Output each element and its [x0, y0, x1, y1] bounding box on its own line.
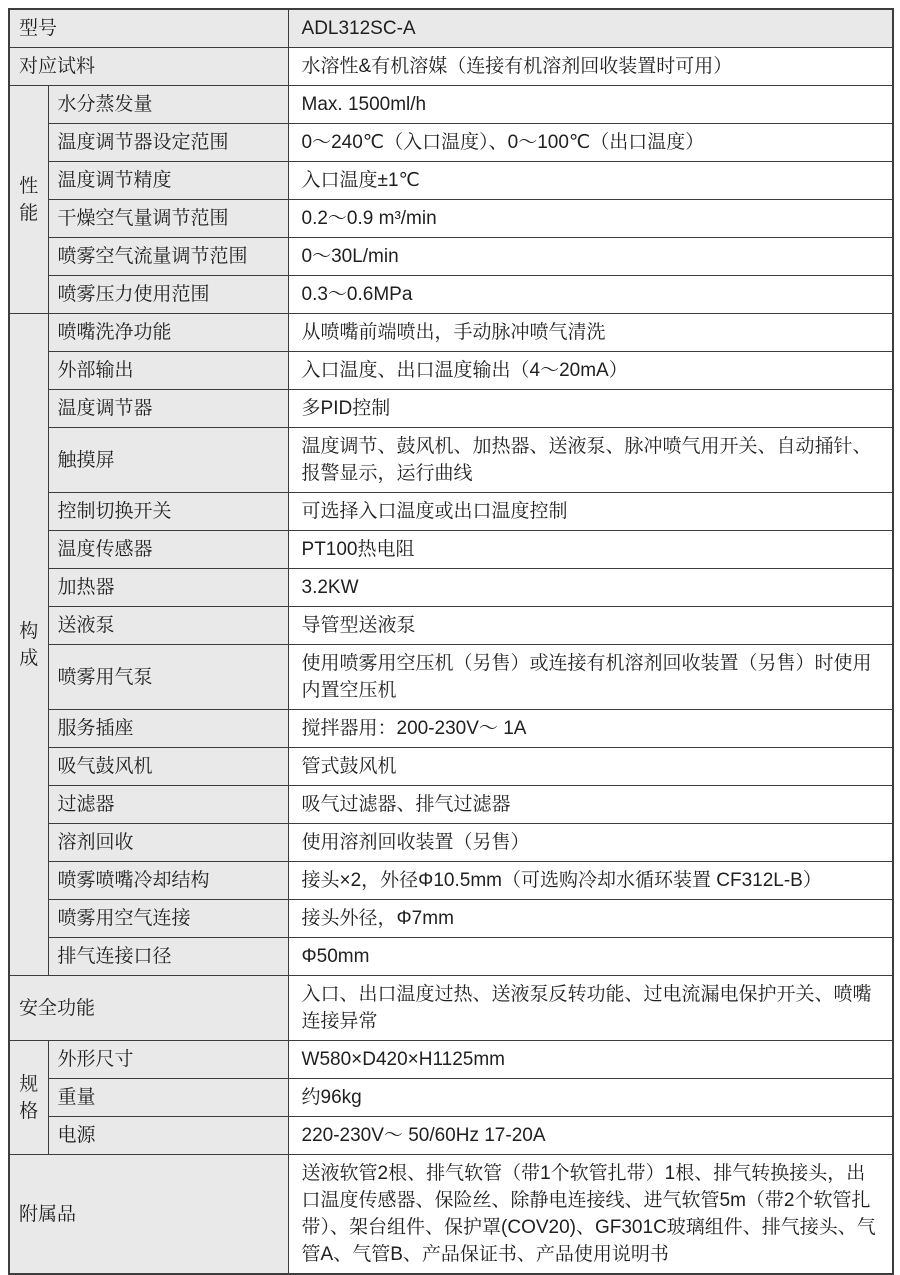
row-label: 加热器 — [48, 569, 288, 607]
row-value: ADL312SC-A — [288, 9, 893, 48]
row-value: Max. 1500ml/h — [288, 86, 893, 124]
table-row — [9, 276, 893, 314]
group-label-char: 规 — [19, 1073, 39, 1095]
group-label-char: 性 — [19, 175, 39, 197]
row-value: 使用溶剂回收装置（另售） — [288, 824, 893, 862]
row-value: 多PID控制 — [288, 390, 893, 428]
row-value: 0.3～0.6MPa — [288, 276, 893, 314]
row-label: 喷雾用空气连接 — [48, 900, 288, 938]
row-value: 使用喷雾用空压机（另售）或连接有机溶剂回收装置（另售）时使用内置空压机 — [288, 645, 893, 710]
row-label: 温度调节器 — [48, 390, 288, 428]
group-label-char: 构 — [19, 620, 39, 642]
row-label: 排气连接口径 — [48, 938, 288, 976]
table-row — [9, 645, 893, 710]
row-value: 入口、出口温度过热、送液泵反转功能、过电流漏电保护开关、喷嘴连接异常 — [288, 976, 893, 1041]
row-label: 喷雾用气泵 — [48, 645, 288, 710]
table-row — [9, 238, 893, 276]
table-row — [9, 786, 893, 824]
row-label: 附属品 — [9, 1155, 288, 1275]
group-label — [9, 1041, 48, 1155]
row-value: 导管型送液泵 — [288, 607, 893, 645]
row-value: 吸气过滤器、排气过滤器 — [288, 786, 893, 824]
row-value: 从喷嘴前端喷出，手动脉冲喷气清洗 — [288, 314, 893, 352]
row-value: 水溶性&有机溶媒（连接有机溶剂回收装置时可用） — [288, 48, 893, 86]
row-label: 溶剂回收 — [48, 824, 288, 862]
group-label — [9, 314, 48, 976]
row-label: 温度调节精度 — [48, 162, 288, 200]
row-value: 入口温度±1℃ — [288, 162, 893, 200]
row-label: 触摸屏 — [48, 428, 288, 493]
table-row — [9, 1041, 893, 1079]
table-row — [9, 748, 893, 786]
row-value: 接头×2，外径Φ10.5mm（可选购冷却水循环装置 CF312L-B） — [288, 862, 893, 900]
row-value: PT100热电阻 — [288, 531, 893, 569]
row-label: 喷雾空气流量调节范围 — [48, 238, 288, 276]
spec-table — [8, 8, 894, 1275]
table-row — [9, 976, 893, 1041]
row-value: 送液软管2根、排气软管（带1个软管扎带）1根、排气转换接头，出口温度传感器、保险丝、除静电连接线、进气软管5m（带2个软管扎带）、架台组件、保护罩(COV20)、GF301C玻璃组件、排气接头、气管A、气管B、产品保证书、产品使用说明书 — [288, 1155, 893, 1275]
table-row — [9, 9, 893, 48]
table-row — [9, 493, 893, 531]
table-row — [9, 569, 893, 607]
group-label — [9, 86, 48, 314]
table-row — [9, 86, 893, 124]
row-value: 接头外径，Φ7mm — [288, 900, 893, 938]
row-label: 喷雾喷嘴冷却结构 — [48, 862, 288, 900]
row-label: 送液泵 — [48, 607, 288, 645]
row-value: 温度调节、鼓风机、加热器、送液泵、脉冲喷气用开关、自动捅针、报警显示，运行曲线 — [288, 428, 893, 493]
row-label: 重量 — [48, 1079, 288, 1117]
row-label: 干燥空气量调节范围 — [48, 200, 288, 238]
table-row — [9, 200, 893, 238]
table-row — [9, 48, 893, 86]
table-row — [9, 900, 893, 938]
row-value: 3.2KW — [288, 569, 893, 607]
table-row — [9, 710, 893, 748]
row-label: 安全功能 — [9, 976, 288, 1041]
row-label: 外部输出 — [48, 352, 288, 390]
row-label: 过滤器 — [48, 786, 288, 824]
row-value: W580×D420×H1125mm — [288, 1041, 893, 1079]
row-label: 对应试料 — [9, 48, 288, 86]
table-row — [9, 824, 893, 862]
row-value: 入口温度、出口温度输出（4～20mA） — [288, 352, 893, 390]
table-row — [9, 607, 893, 645]
table-row — [9, 1155, 893, 1275]
row-label: 服务插座 — [48, 710, 288, 748]
row-label: 型号 — [9, 9, 288, 48]
table-row — [9, 1079, 893, 1117]
row-label: 控制切换开关 — [48, 493, 288, 531]
table-row — [9, 124, 893, 162]
row-value: Φ50mm — [288, 938, 893, 976]
spec-table-body — [9, 9, 893, 1274]
row-value: 搅拌器用：200-230V～ 1A — [288, 710, 893, 748]
group-label-char: 格 — [19, 1100, 39, 1122]
group-label-char: 成 — [19, 647, 39, 669]
table-row — [9, 862, 893, 900]
row-value: 约96kg — [288, 1079, 893, 1117]
row-value: 0～240℃（入口温度）、0～100℃（出口温度） — [288, 124, 893, 162]
row-value: 管式鼓风机 — [288, 748, 893, 786]
table-row — [9, 162, 893, 200]
table-row — [9, 938, 893, 976]
table-row — [9, 314, 893, 352]
row-value: 220-230V～ 50/60Hz 17-20A — [288, 1117, 893, 1155]
row-label: 水分蒸发量 — [48, 86, 288, 124]
table-row — [9, 531, 893, 569]
row-label: 电源 — [48, 1117, 288, 1155]
table-row — [9, 352, 893, 390]
row-value: 0.2～0.9 m³/min — [288, 200, 893, 238]
table-row — [9, 390, 893, 428]
row-value: 0～30L/min — [288, 238, 893, 276]
table-row — [9, 428, 893, 493]
row-label: 喷雾压力使用范围 — [48, 276, 288, 314]
group-label-char: 能 — [19, 202, 39, 224]
row-label: 喷嘴洗净功能 — [48, 314, 288, 352]
row-label: 温度调节器设定范围 — [48, 124, 288, 162]
row-label: 外形尺寸 — [48, 1041, 288, 1079]
row-label: 吸气鼓风机 — [48, 748, 288, 786]
row-label: 温度传感器 — [48, 531, 288, 569]
row-value: 可选择入口温度或出口温度控制 — [288, 493, 893, 531]
table-row — [9, 1117, 893, 1155]
